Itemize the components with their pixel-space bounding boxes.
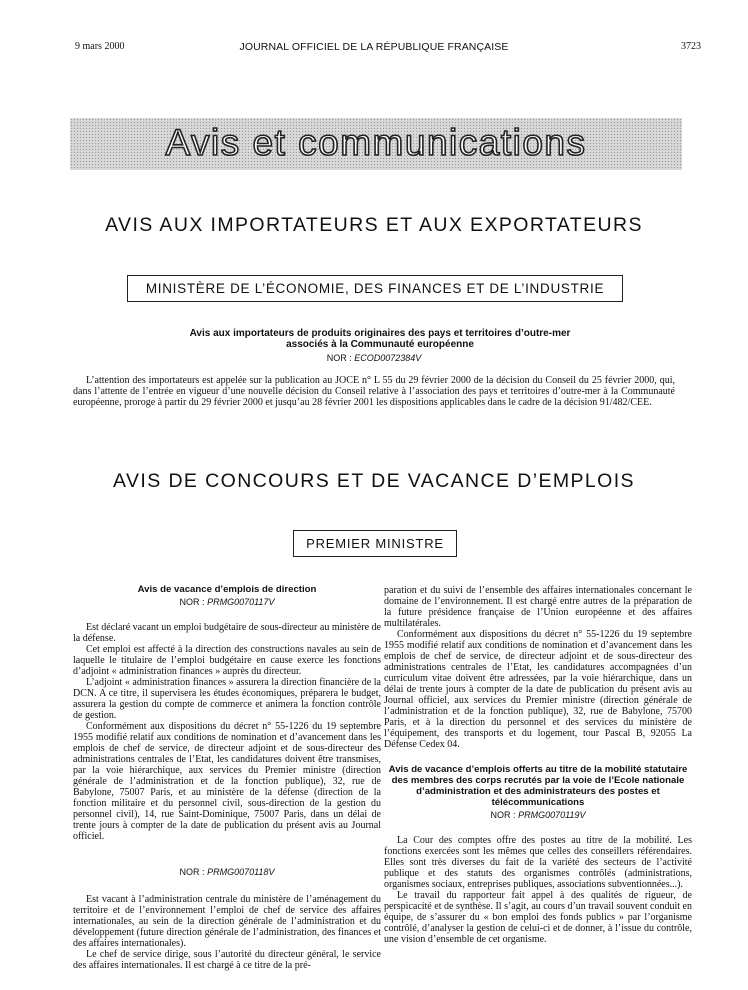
section-heading-importateurs: AVIS AUX IMPORTATEURS ET AUX EXPORTATEURS xyxy=(105,214,643,236)
notice-title xyxy=(130,328,630,350)
notice-title-mobilite: Avis de vacance d’emplois offerts au titre de la mobilité statutaire des membres des corps recrutés par la voie de l’Ecole nationale d’administration et des administrateurs des postes et télécommunications xyxy=(388,764,688,808)
page-number: 3723 xyxy=(681,41,701,52)
paragraph: paration et du suivi de l’ensemble des affaires internationales concernant le domaine de l’environnement. Il est chargé entre autres de la préparation de la future présidence française de l’Union européenne et des affaires multilatérales. xyxy=(384,585,692,629)
page-date: 9 mars 2000 xyxy=(75,41,125,52)
section-heading-concours: AVIS DE CONCOURS ET DE VACANCE D’EMPLOIS xyxy=(113,470,635,492)
nor-code: PRMG0070118V xyxy=(207,867,275,877)
paragraph: La Cour des comptes offre des postes au titre de la mobilité. Les fonctions exercées sont les mêmes que celles des conseillers référendaires. Elles sont très diverses du fait de la variété des secteurs de l’activité publique et des statuts des organismes contrôlés (administrations, organismes sociaux, entreprises publiques, associations subventionnées...). xyxy=(384,835,692,890)
notice-paragraph: L’attention des importateurs est appelée sur la publication au JOCE n° L 55 du 29 février 2000 de la décision du Conseil du 25 février 2000, qui, dans l’attente de l’entrée en vigueur d’une nouvelle décision du Conseil relative à l’association des pays et territoires d’outre-mer à la Communauté européenne, proroge à partir du 29 février 2000 et jusqu’au 28 février 2001 les dispositions applicables dans le cadre de la décision 91/482/CEE. xyxy=(73,375,675,408)
section-banner xyxy=(70,118,682,170)
paragraph: Est vacant à l’administration centrale du ministère de l’aménagement du territoire et de l’environnement l’emploi de chef de service des affaires internationales, au sein de la direction générale de l’administration et du développement (future direction générale de l’administration, des finances et des affaires internationales). xyxy=(73,894,381,949)
left-column xyxy=(73,584,381,971)
nor-reference xyxy=(73,597,381,608)
nor-code: PRMG0070119V xyxy=(518,810,586,820)
nor-label: NOR : xyxy=(490,810,516,820)
nor-label: NOR : xyxy=(179,597,205,607)
notice-title-line-2: associés à la Communauté européenne xyxy=(286,339,474,350)
nor-reference xyxy=(0,353,748,363)
notice-title-direction: Avis de vacance d’emplois de direction xyxy=(137,584,317,595)
paragraph: Cet emploi est affecté à la direction des constructions navales au sein de laquelle le titulaire de l’emploi budgétaire en cause exerce les fonctions d’adjoint « administration finances » auprès du directeur. xyxy=(73,644,381,677)
notice-title-line-1: Avis aux importateurs de produits originaires des pays et territoires d’outre-mer xyxy=(189,328,571,339)
paragraph: L’adjoint « administration finances » assurera la direction financière de la DCN. A ce titre, il supervisera les études économiques, préparera le budget, assurera la gestion du compte de commerce et animera la fonction contrôle de gestion. xyxy=(73,677,381,721)
ministry-box-economie: MINISTÈRE DE L’ÉCONOMIE, DES FINANCES ET DE L’INDUSTRIE xyxy=(127,275,623,302)
paragraph: Est déclaré vacant un emploi budgétaire de sous-directeur au ministère de la défense. xyxy=(73,622,381,644)
nor-label: NOR : xyxy=(179,867,205,877)
nor-reference-2 xyxy=(73,867,381,878)
banner-title: Avis et communications xyxy=(165,122,587,163)
paragraph: Le travail du rapporteur fait appel à des qualités de rigueur, de perspicacité et de synthèse. Il s’agit, au cours d’un travail souvent conduit en équipe, de s’assurer du « bon emploi des fonds publics » par l’organisme contrôlé, d’analyser la gestion de celui-ci et de donner, à l’issue du contrôle, une vision d’ensemble de cet organisme. xyxy=(384,890,692,945)
paragraph: Conformément aux dispositions du décret n° 55-1226 du 19 septembre 1955 modifié relatif aux conditions de nomination et d’avancement dans les emplois de chef de service, de directeur adjoint et de sous-directeur des administrations centrales de l’Etat, les candidatures doivent être transmises, par la voie hiérarchique, aux services du Premier ministre (direction générale de l’administration et de la fonction publique), 32, rue de Babylone, 75007 Paris, et au ministère de la défense (direction de la fonction militaire et du personnel civil, sous-direction de la gestion du personnel civil), 14, rue Saint-Dominique, 75007 Paris, dans un délai de trente jours à compter de la date de publication du présent avis au Journal officiel. xyxy=(73,721,381,842)
nor-reference xyxy=(384,810,692,821)
right-column xyxy=(384,585,692,945)
paragraph: Le chef de service dirige, sous l’autorité du directeur général, le service des affaires internationales. Il est chargé à ce titre de la pré- xyxy=(73,949,381,971)
ministry-box-premier-ministre: PREMIER MINISTRE xyxy=(293,530,457,557)
nor-label: NOR : xyxy=(326,353,352,363)
journal-title: JOURNAL OFFICIEL DE LA RÉPUBLIQUE FRANÇAISE xyxy=(239,41,509,53)
nor-code: PRMG0070117V xyxy=(207,597,275,607)
paragraph: Conformément aux dispositions du décret n° 55-1226 du 19 septembre 1955 modifié relatif aux conditions de nomination et d’avancement dans les emplois de chef de service, de directeur adjoint et de sous-directeur des administrations centrales de l’Etat, les candidatures accompagnées d’un curriculum vitae doivent être adressées, par la voie hiérarchique, dans un délai de trente jours à compter de la date de publication du présent avis au Journal officiel, aux services du Premier ministre (direction générale de l’administration et de la fonction publique), 32, rue de Babylone, 75700 Paris, et à la direction du personnel et des services du ministère de l’équipement, des transports et du logement, tour Pascal B, 92055 La Défense Cedex 04. xyxy=(384,629,692,750)
nor-code: ECOD0072384V xyxy=(354,353,422,363)
